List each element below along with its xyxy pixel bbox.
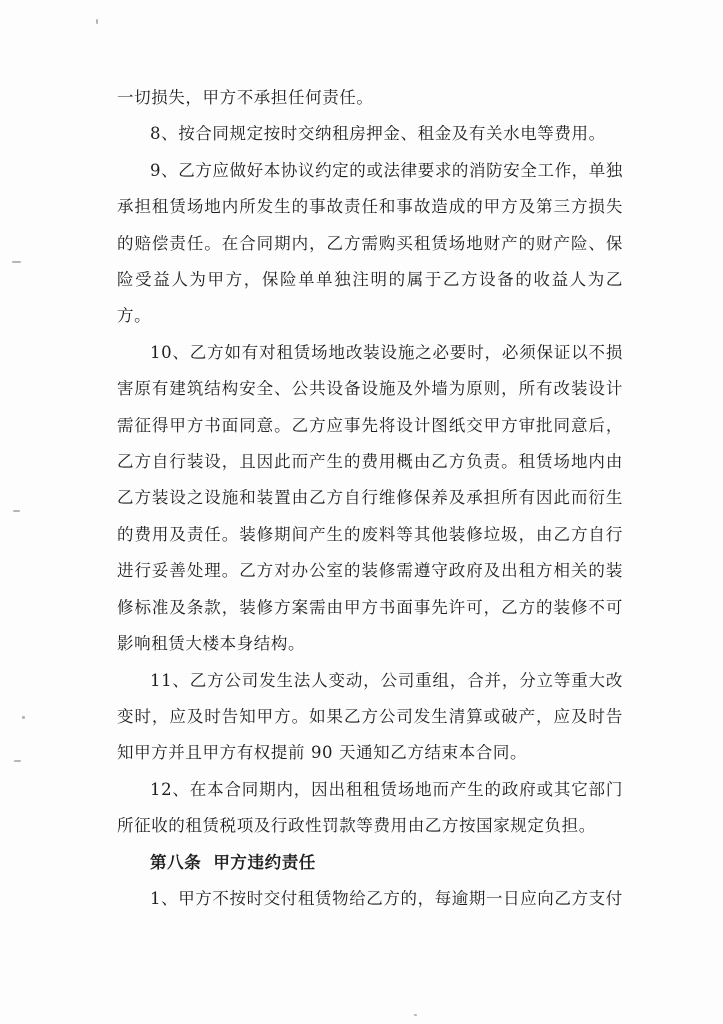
scan-speck: [414, 1014, 417, 1016]
paragraph-clause-11: 11、乙方公司发生法人变动，公司重组，合并，分立等重大改变时，应及时告知甲方。如果乙方公司发生清算或破产，应及时告知甲方并且甲方有权提前 90 天通知乙方结束本合同。: [117, 670, 623, 763]
section-title: 甲方违约责任: [213, 852, 316, 872]
paragraph-clause-12: 12、在本合同期内，因出租租赁场地而产生的政府或其它部门所征收的租赁税项及行政性罚款等费用由乙方按国家规定负担。: [117, 779, 623, 836]
paragraph-clause-9: 9、乙方应做好本协议约定的或法律要求的消防安全工作，单独承担租赁场地内所发生的事故责任和事故造成的甲方及第三方损失的赔偿责任。在合同期内，乙方需购买租赁场地财产的财产险、保险受益人为甲方，保险单单独注明的属于乙方设备的收益人为乙方。: [117, 160, 623, 326]
scan-speck: [14, 760, 21, 762]
paragraph-clause-10: 10、乙方如有对租赁场地改装设施之必要时，必须保证以不损害原有建筑结构安全、公共设备设施及外墙为原则，所有改装设计需征得甲方书面同意。乙方应事先将设计图纸交甲方审批同意后，乙方自行装设，且因此而产生的费用概由乙方负责。租赁场地内由乙方装设之设施和装置由乙方自行维修保养及承担所有因此而衍生的费用及责任。装修期间产生的废料等其他装修垃圾，由乙方自行进行妥善处理。乙方对办公室的装修需遵守政府及出租方相关的装修标准及条款，装修方案需由甲方书面事先许可，乙方的装修不可影响租赁大楼本身结构。: [117, 342, 623, 654]
paragraph-section-8-clause-1: 1、甲方不按时交付租赁物给乙方的，每逾期一日应向乙方支付: [150, 888, 623, 908]
section-heading: [117, 845, 623, 881]
section-number: 第八条: [150, 852, 202, 872]
paragraph-clause-8: 8、按合同规定按时交纳租房押金、租金及有关水电等费用。: [150, 124, 606, 144]
scan-speck: [13, 510, 20, 512]
document-body: [117, 80, 623, 917]
scan-speck: [96, 19, 98, 24]
scan-speck: [22, 716, 25, 719]
scan-speck: [12, 261, 21, 263]
paragraph-continuation: 一切损失，甲方不承担任何责任。: [117, 88, 374, 107]
